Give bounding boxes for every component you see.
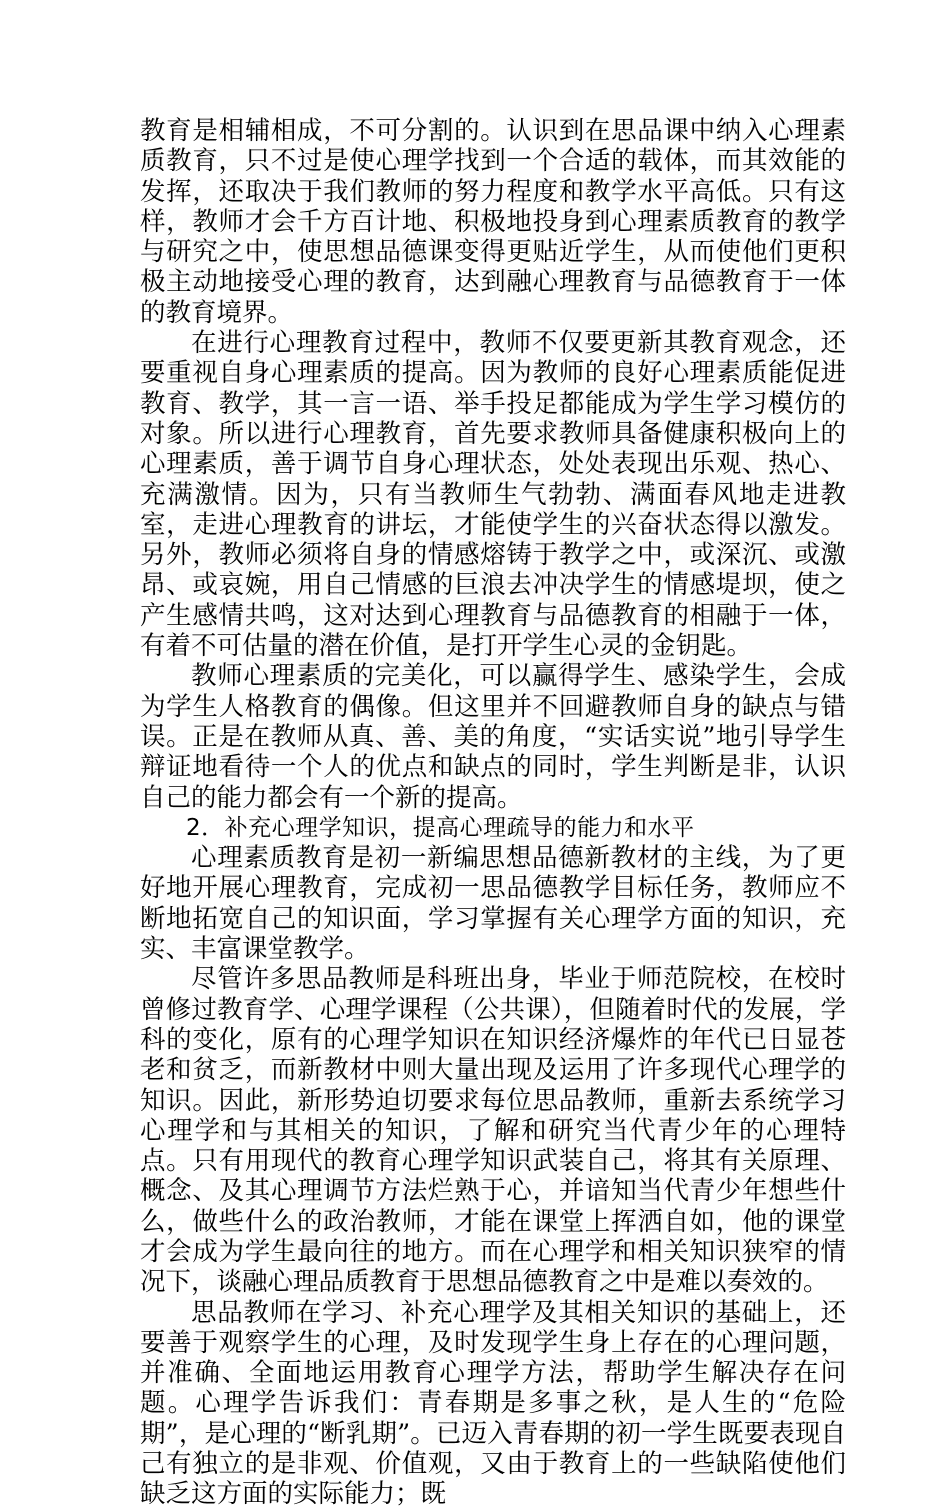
paragraph-3: 教师心理素质的完美化，可以赢得学生、感染学生，会成为学生人格教育的偶像。但这里并不回避教师自身的缺点与错误。正是在教师从真、善、美的角度，“实话实说”地引导学生辩证地看待一个人的优点和缺点的同时，学生判断是非，认识自己的能力都会有一个新的提高。	[140, 661, 846, 813]
document-body	[140, 116, 846, 1510]
paragraph-4: 心理素质教育是初一新编思想品德新教材的主线，为了更好地开展心理教育，完成初一思品德教学目标任务，教师应不断地拓宽自己的知识面，学习掌握有关心理学方面的知识，充实、丰富课堂教学。	[140, 843, 846, 965]
paragraph-2: 在进行心理教育过程中，教师不仅要更新其教育观念，还要重视自身心理素质的提高。因为教师的良好心理素质能促进教育、教学，其一言一语、举手投足都能成为学生学习模仿的对象。所以进行心理教育，首先要求教师具备健康积极向上的心理素质，善于调节自身心理状态，处处表现出乐观、热心、充满激情。因为，只有当教师生气勃勃、满面春风地走进教室，走进心理教育的讲坛，才能使学生的兴奋状态得以激发。另外，教师必须将自身的情感熔铸于教学之中，或深沉、或激昂、或哀婉，用自己情感的巨浪去冲决学生的情感堤坝，使之产生感情共鸣，这对达到心理教育与品德教育的相融于一体，有着不可估量的潜在价值，是打开学生心灵的金钥匙。	[140, 328, 846, 662]
paragraph-1: 教育是相辅相成，不可分割的。认识到在思品课中纳入心理素质教育，只不过是使心理学找到一个合适的载体，而其效能的发挥，还取决于我们教师的努力程度和教学水平高低。只有这样，教师才会千方百计地、积极地投身到心理素质教育的教学与研究之中，使思想品德课变得更贴近学生，从而使他们更积极主动地接受心理的教育，达到融心理教育与品德教育于一体的教育境界。	[140, 116, 846, 328]
section-heading: 2．补充心理学知识，提高心理疏导的能力和水平	[186, 814, 695, 841]
paragraph-6: 思品教师在学习、补充心理学及其相关知识的基础上，还要善于观察学生的心理，及时发现学生身上存在的心理问题，并准确、全面地运用教育心理学方法，帮助学生解决存在问题。心理学告诉我们：青春期是多事之秋，是人生的“危险期”，是心理的“断乳期”。已迈入青春期的初一学生既要表现自己有独立的是非观、价值观，又由于教育上的一些缺陷使他们缺乏这方面的实际能力；既	[140, 1297, 846, 1510]
paragraph-5: 尽管许多思品教师是科班出身，毕业于师范院校，在校时曾修过教育学、心理学课程（公共课），但随着时代的发展，学科的变化，原有的心理学知识在知识经济爆炸的年代已日显苍老和贫乏，而新教材中则大量出现及运用了许多现代心理学的知识。因此，新形势迫切要求每位思品教师，重新去系统学习心理学和与其相关的知识，了解和研究当代青少年的心理特点。只有用现代的教育心理学知识武装自己，将其有关原理、概念、及其心理调节方法烂熟于心，并谙知当代青少年想些什么，做些什么的政治教师，才能在课堂上挥洒自如，他的课堂才会成为学生最向往的地方。而在心理学和相关知识狭窄的情况下，谈融心理品质教育于思想品德教育之中是难以奏效的。	[140, 964, 846, 1298]
